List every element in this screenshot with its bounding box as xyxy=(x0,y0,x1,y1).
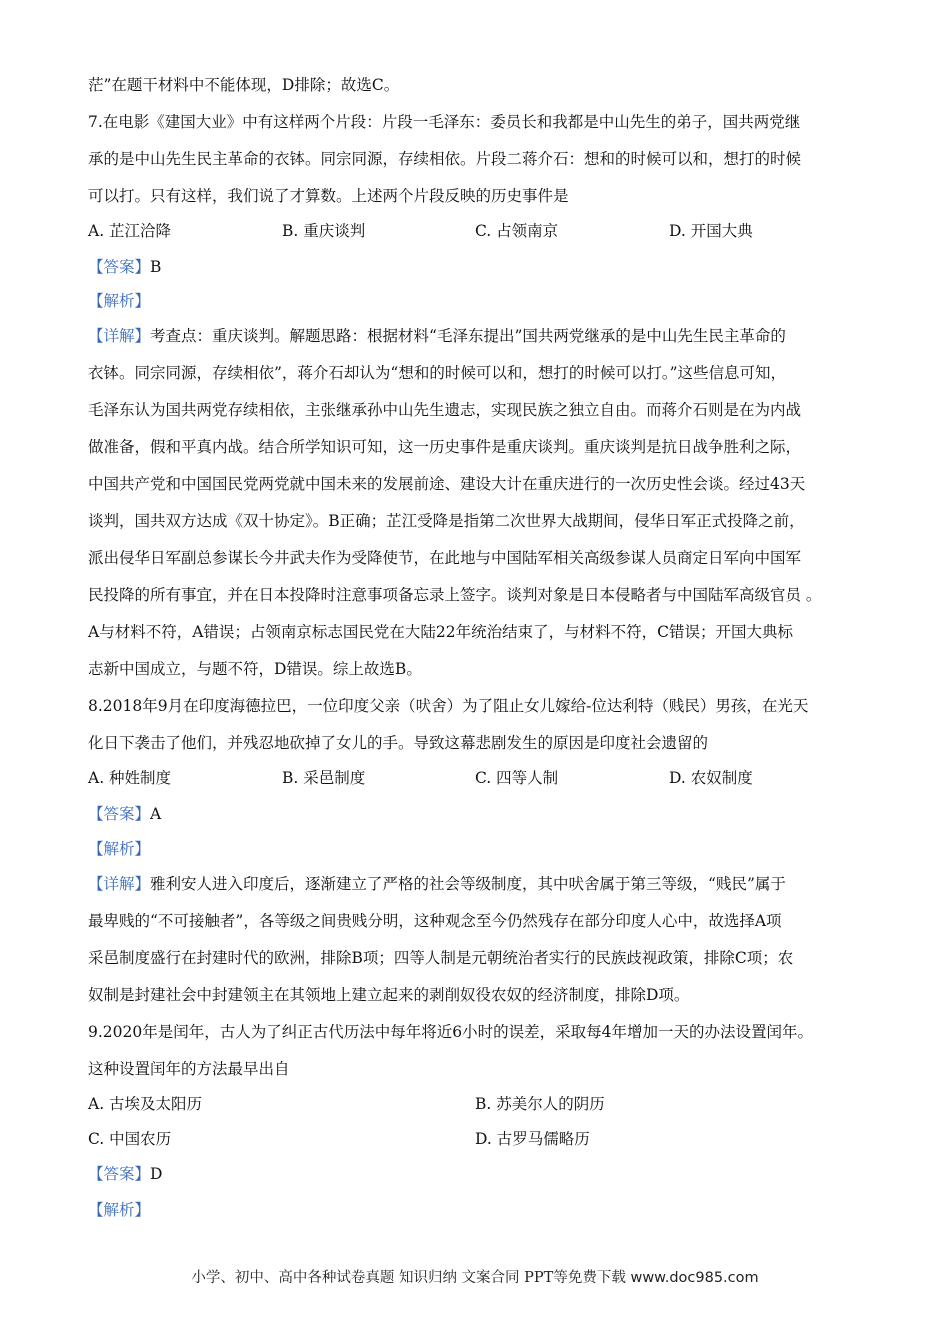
question-9-stem: 9.2020年是闰年，古人为了纠正古代历法中每年将近6小时的误差，采取每4年增加一天的办法设置闰年。 xyxy=(88,1023,813,1041)
analysis-tag-label: 【解析】 xyxy=(88,840,151,858)
text-line: 茫”在题干材料中不能体现，D排除；故选C。 xyxy=(88,76,400,94)
answer-tag: 【答案】 xyxy=(88,258,151,276)
detail-text: 志新中国成立，与题不符，D错误。综上故选B。 xyxy=(88,660,422,678)
question-9-stem: 这种设置闰年的方法最早出自 xyxy=(88,1060,290,1078)
detail-text: 民投降的所有事宜，并在日本投降时注意事项备忘录上签字。谈判对象是日本侵略者与中国陆军高级官员 。 xyxy=(88,586,822,604)
analysis-tag-label: 【解析】 xyxy=(88,292,151,310)
detail-line xyxy=(88,873,878,895)
option-a: A. 古埃及太阳历 xyxy=(88,1095,203,1113)
footer-text: 小学、初中、高中各种试卷真题 知识归纳 文案合同 PPT等免费下载 xyxy=(191,1270,631,1286)
detail-line xyxy=(88,325,878,347)
option-d: D. 农奴制度 xyxy=(669,769,753,787)
detail-text: A与材料不符，A错误；占领南京标志国民党在大陆22年统治结束了，与材料不符，C错误；开国大典标 xyxy=(88,623,793,641)
detail-text: 谈判，国共双方达成《双十协定》。B正确；芷江受降是指第二次世界大战期间，侵华日军正式投降之前， xyxy=(88,512,805,530)
question-7-stem: 7.在电影《建国大业》中有这样两个片段：片段一毛泽东：委员长和我都是中山先生的弟子，国共两党继 xyxy=(88,113,801,131)
footer-site-link[interactable]: www.doc985.com xyxy=(630,1270,759,1286)
analysis-tag xyxy=(88,838,878,860)
detail-text: 奴制是封建社会中封建领主在其领地上建立起来的剥削奴役农奴的经济制度，排除D项。 xyxy=(88,986,690,1004)
detail-text: 毛泽东认为国共两党存续相依，主张继承孙中山先生遗志，实现民族之独立自由。而蒋介石则是在为内战 xyxy=(88,401,802,419)
question-8-stem: 8.2018年9月在印度海德拉巴，一位印度父亲（吠舍）为了阻止女儿嫁给-位达利特（贱民）男孩，在光天 xyxy=(88,697,809,715)
detail-tag: 【详解】 xyxy=(88,875,151,893)
option-c: C. 四等人制 xyxy=(475,769,559,787)
answer-tag: 【答案】 xyxy=(88,1165,151,1183)
analysis-tag-label: 【解析】 xyxy=(88,1201,151,1219)
detail-text: 衣钵。同宗同源，存续相依”，蒋介石却认为“想和的时候可以和，想打的时候可以打。”这些信息可知， xyxy=(88,364,787,382)
page-footer xyxy=(0,1266,950,1287)
analysis-tag xyxy=(88,290,878,312)
question-8-stem: 化日下袭击了他们，并残忍地砍掉了女儿的手。导致这幕悲剧发生的原因是印度社会遗留的 xyxy=(88,734,709,752)
detail-text: 做准备，假和平真内战。结合所学知识可知，这一历史事件是重庆谈判。重庆谈判是抗日战争胜利之际， xyxy=(88,438,802,456)
detail-text: 最卑贱的“不可接触者”，各等级之间贵贱分明，这种观念至今仍然残存在部分印度人心中，故选择A项 xyxy=(88,912,782,930)
answer-line xyxy=(88,803,878,825)
option-d: D. 开国大典 xyxy=(669,222,753,240)
option-c: C. 中国农历 xyxy=(88,1130,172,1148)
answer-line xyxy=(88,1163,878,1185)
option-a: A. 芷江洽降 xyxy=(88,222,172,240)
option-a: A. 种姓制度 xyxy=(88,769,172,787)
answer-line xyxy=(88,256,878,278)
option-b: B. 重庆谈判 xyxy=(282,222,366,240)
detail-text: 考查点：重庆谈判。解题思路：根据材料“毛泽东提出”国共两党继承的是中山先生民主革命的 xyxy=(150,327,786,345)
question-7-stem: 承的是中山先生民主革命的衣钵。同宗同源，存续相依。片段二蒋介石：想和的时候可以和，想打的时候 xyxy=(88,150,802,168)
answer-value: B xyxy=(150,258,162,276)
detail-text: 中国共产党和中国国民党两党就中国未来的发展前途、建设大计在重庆进行的一次历史性会谈。经过43天 xyxy=(88,475,806,493)
detail-text: 采邑制度盛行在封建时代的欧洲，排除B项；四等人制是元朝统治者实行的民族歧视政策，排除C项；农 xyxy=(88,949,794,967)
option-c: C. 占领南京 xyxy=(475,222,559,240)
option-b: B. 苏美尔人的阴历 xyxy=(475,1095,605,1113)
detail-text: 派出侵华日军副总参谋长今井武夫作为受降使节，在此地与中国陆军相关高级参谋人员商定日军向中国军 xyxy=(88,549,802,567)
answer-value: A xyxy=(150,805,162,823)
answer-tag: 【答案】 xyxy=(88,805,151,823)
detail-text: 雅利安人进入印度后，逐渐建立了严格的社会等级制度，其中吠舍属于第三等级，“贱民”属于 xyxy=(150,875,786,893)
question-7-stem: 可以打。只有这样，我们说了才算数。上述两个片段反映的历史事件是 xyxy=(88,187,569,205)
option-b: B. 采邑制度 xyxy=(282,769,366,787)
detail-tag: 【详解】 xyxy=(88,327,151,345)
analysis-tag xyxy=(88,1199,878,1221)
option-d: D. 古罗马儒略历 xyxy=(475,1130,590,1148)
answer-value: D xyxy=(150,1165,163,1183)
